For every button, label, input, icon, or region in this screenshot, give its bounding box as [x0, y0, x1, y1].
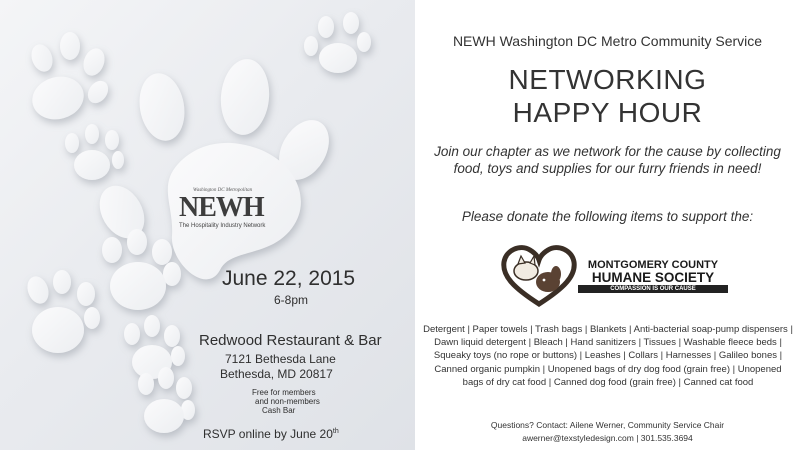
rsvp-suffix: th	[332, 428, 339, 435]
intro-text: Join our chapter as we network for the cause by collecting food, toys and supplies for our furry friends in need!	[434, 144, 781, 176]
event-date: June 22, 2015	[222, 267, 356, 290]
admission-note-2: and non-members	[255, 397, 320, 406]
paw-icon	[138, 367, 195, 433]
admission-note-1: Free for members	[252, 388, 316, 397]
address-line-1: 7121 Bethesda Lane	[225, 352, 336, 366]
humane-society-text	[578, 259, 728, 293]
donate-heading: Please donate the following items to support the:	[461, 209, 754, 224]
paw-icon	[65, 124, 124, 180]
newh-logo	[175, 188, 290, 234]
headline-line-1: NETWORKING	[508, 64, 707, 95]
humane-society-line-1: MONTGOMERY COUNTY	[587, 259, 719, 271]
headline-line-2: HAPPY HOUR	[512, 97, 703, 128]
venue-name: Redwood Restaurant & Bar	[199, 332, 382, 349]
logo-chapter: Washington DC Metropolitan	[193, 188, 253, 193]
logo-tagline: The Hospitality Industry Network	[179, 223, 266, 229]
info-panel	[415, 0, 800, 450]
contact-line-1: Questions? Contact: Ailene Werner, Community Service Chair	[490, 420, 725, 430]
heart-pets-icon	[500, 244, 578, 308]
paw-icon	[27, 32, 112, 125]
address-line-2: Bethesda, MD 20817	[220, 367, 333, 381]
contact-line-2: awerner@texstyledesign.com | 301.535.3694	[522, 433, 693, 443]
logo-name: NEWH	[179, 192, 264, 223]
paw-icon	[304, 12, 371, 73]
paw-icon	[124, 315, 185, 379]
rsvp-text: RSVP online by June 20	[203, 427, 333, 441]
paw-icon	[24, 270, 100, 353]
paw-icon	[102, 229, 181, 310]
humane-society-line-2: HUMANE SOCIETY	[591, 270, 715, 285]
cash-bar-note: Cash Bar	[262, 406, 296, 415]
org-line: NEWH Washington DC Metro Community Service	[452, 33, 763, 49]
event-time: 6-8pm	[274, 293, 309, 307]
humane-society-slogan: COMPASSION IS OUR CAUSE	[578, 285, 728, 293]
rsvp-note	[203, 427, 339, 441]
donation-items-list: Detergent | Paper towels | Trash bags | Blankets | Anti-bacterial soap-pump dispensers | Dawn liquid detergent | Bleach | Hand sanitizers | Tissues | Washable fleece beds | Squeaky toys (no rope or buttons) | Leashes | Collars | Harnesses | Galileo bones | Canned organic pumpkin | Unopened bags of dry dog food (grain free) | Unopened bags of dry cat food | Canned dog food (grain free) | Canned cat food	[423, 324, 793, 388]
humane-society-logo	[500, 244, 730, 310]
